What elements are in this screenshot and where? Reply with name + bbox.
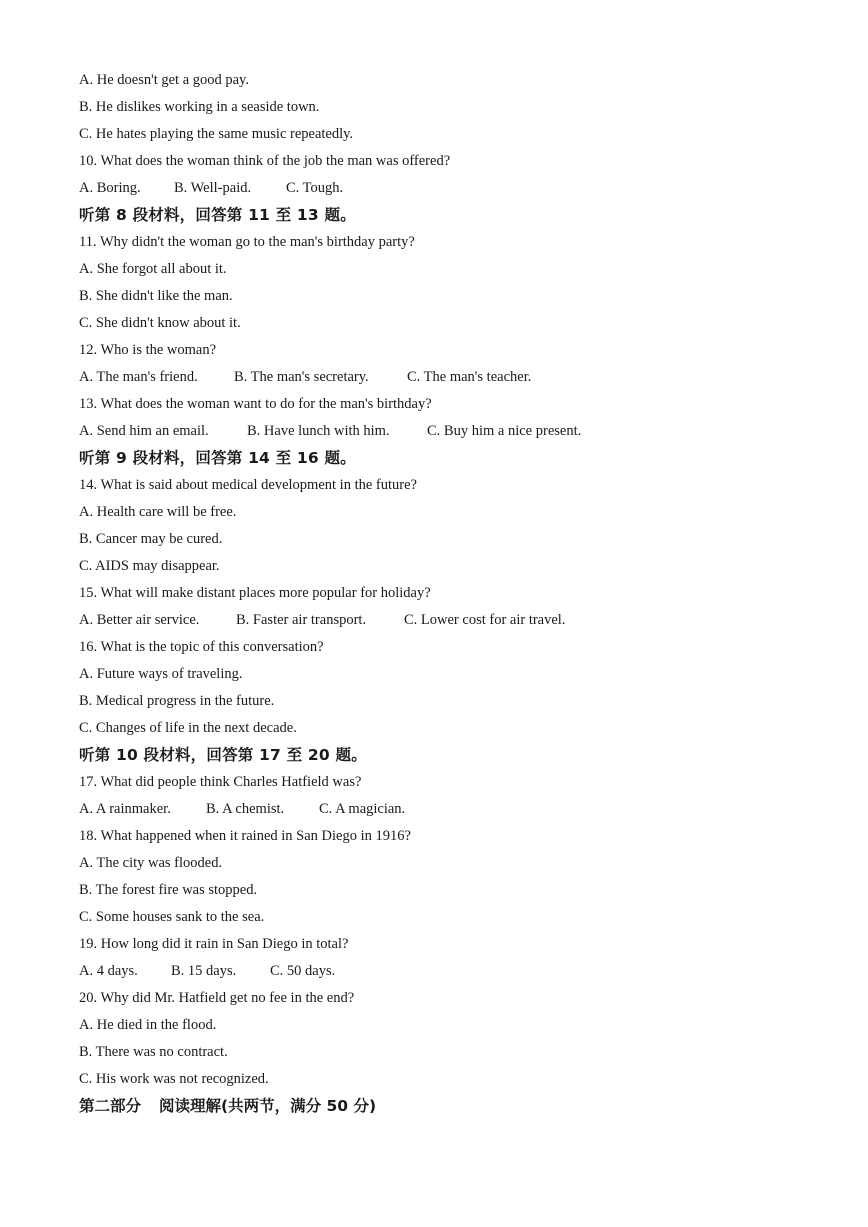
- option-11b: B. She didn't like the man.: [79, 288, 233, 304]
- option-15a: A. Better air service.: [79, 612, 200, 628]
- option-18b: B. The forest fire was stopped.: [79, 882, 258, 898]
- question-13: 13. What does the woman want to do for the man's birthday?: [79, 396, 432, 412]
- option-14a: A. Health care will be free.: [79, 504, 237, 520]
- part-two-label: 第二部分: [79, 1097, 142, 1115]
- option-19b: B. 15 days.: [171, 963, 237, 979]
- part-two-heading: [79, 1096, 839, 1123]
- options-13: [79, 421, 839, 448]
- option-20c: C. His work was not recognized.: [79, 1071, 269, 1087]
- question-16: 16. What is the topic of this conversation?: [79, 639, 324, 655]
- section-heading-10: 听第 10 段材料，回答第 17 至 20 题。: [79, 746, 367, 764]
- option-15b: B. Faster air transport.: [236, 612, 367, 628]
- option-14b: B. Cancer may be cured.: [79, 531, 223, 547]
- option-19a: A. 4 days.: [79, 963, 138, 979]
- question-19: 19. How long did it rain in San Diego in total?: [79, 936, 349, 952]
- options-15: [79, 610, 839, 637]
- question-12: 12. Who is the woman?: [79, 342, 217, 358]
- option-10b: B. Well-paid.: [174, 180, 252, 196]
- question-11: 11. Why didn't the woman go to the man's birthday party?: [79, 234, 415, 250]
- question-15: 15. What will make distant places more popular for holiday?: [79, 585, 431, 601]
- option-10a: A. Boring.: [79, 180, 141, 196]
- section-heading-9: 听第 9 段材料，回答第 14 至 16 题。: [79, 449, 356, 467]
- option-19c: C. 50 days.: [270, 963, 336, 979]
- option-14c: C. AIDS may disappear.: [79, 558, 220, 574]
- part-two-title: 阅读理解(共两节，满分 50 分): [159, 1097, 377, 1115]
- option-13a: A. Send him an email.: [79, 423, 209, 439]
- option-9b: B. He dislikes working in a seaside town.: [79, 99, 320, 115]
- option-11a: A. She forgot all about it.: [79, 261, 227, 277]
- option-10c: C. Tough.: [286, 180, 344, 196]
- option-9a: A. He doesn't get a good pay.: [79, 72, 249, 88]
- option-13c: C. Buy him a nice present.: [427, 423, 582, 439]
- option-17b: B. A chemist.: [206, 801, 285, 817]
- option-16b: B. Medical progress in the future.: [79, 693, 275, 709]
- option-12c: C. The man's teacher.: [407, 369, 532, 385]
- options-10: [79, 178, 839, 205]
- option-9c: C. He hates playing the same music repeatedly.: [79, 126, 354, 142]
- option-18c: C. Some houses sank to the sea.: [79, 909, 265, 925]
- question-10: 10. What does the woman think of the job the man was offered?: [79, 153, 451, 169]
- option-12a: A. The man's friend.: [79, 369, 198, 385]
- option-18a: A. The city was flooded.: [79, 855, 223, 871]
- question-18: 18. What happened when it rained in San Diego in 1916?: [79, 828, 411, 844]
- section-heading-8: 听第 8 段材料，回答第 11 至 13 题。: [79, 206, 356, 224]
- options-19: [79, 961, 839, 988]
- options-12: [79, 367, 839, 394]
- option-16c: C. Changes of life in the next decade.: [79, 720, 297, 736]
- question-17: 17. What did people think Charles Hatfield was?: [79, 774, 362, 790]
- option-11c: C. She didn't know about it.: [79, 315, 241, 331]
- option-16a: A. Future ways of traveling.: [79, 666, 243, 682]
- option-17c: C. A magician.: [319, 801, 406, 817]
- question-14: 14. What is said about medical development in the future?: [79, 477, 417, 493]
- option-17a: A. A rainmaker.: [79, 801, 171, 817]
- exam-page: [79, 70, 839, 1123]
- option-13b: B. Have lunch with him.: [247, 423, 390, 439]
- options-17: [79, 799, 839, 826]
- option-12b: B. The man's secretary.: [234, 369, 369, 385]
- option-15c: C. Lower cost for air travel.: [404, 612, 566, 628]
- option-20a: A. He died in the flood.: [79, 1017, 217, 1033]
- question-20: 20. Why did Mr. Hatfield get no fee in the end?: [79, 990, 355, 1006]
- option-20b: B. There was no contract.: [79, 1044, 228, 1060]
